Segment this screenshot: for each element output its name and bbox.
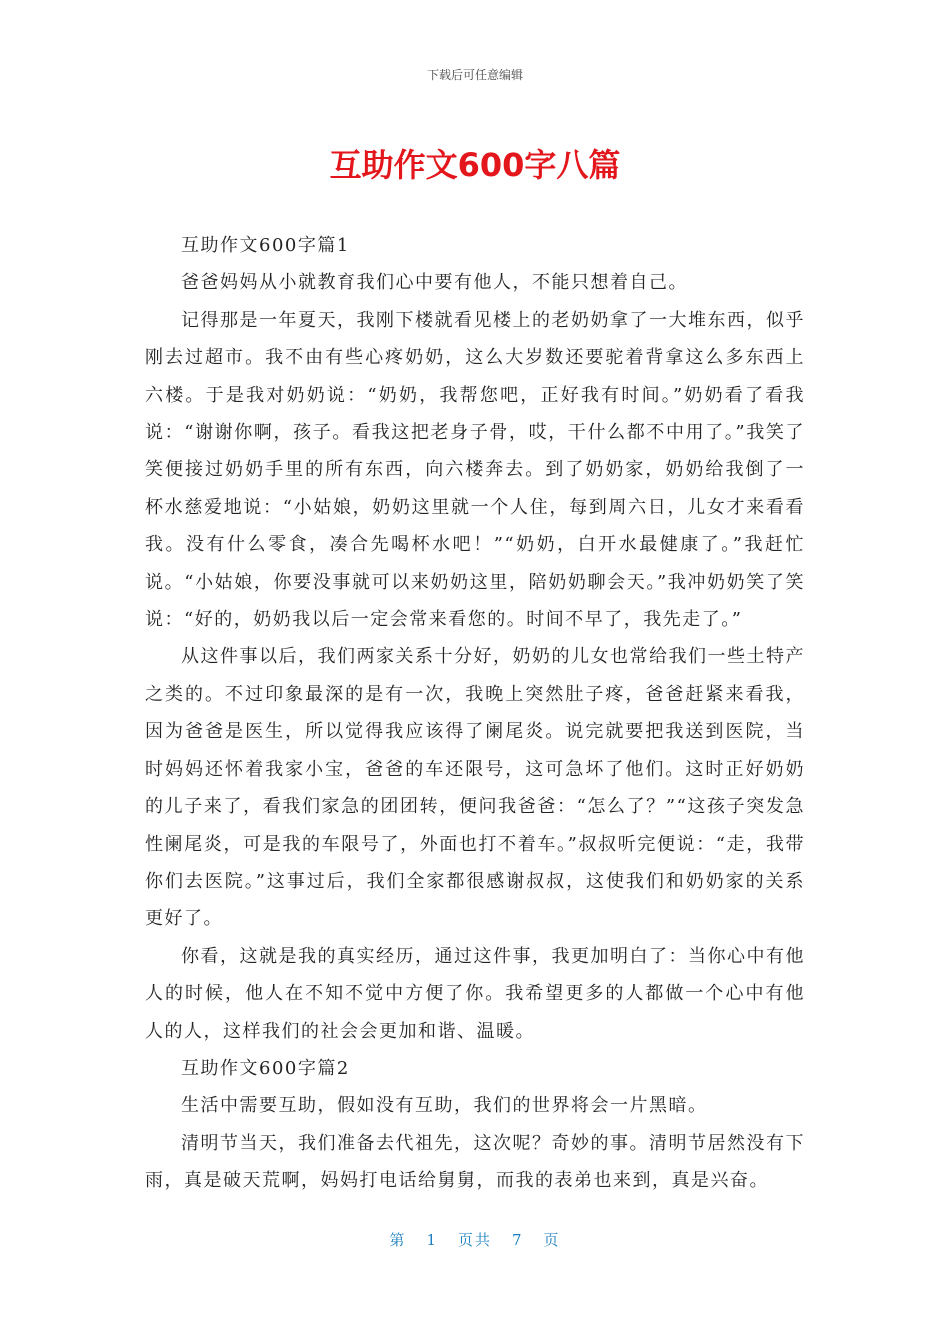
body-paragraph: 爸爸妈妈从小就教育我们心中要有他人，不能只想着自己。 [181,272,688,294]
section-heading-1: 互助作文600字篇1 [181,235,350,256]
footer-middle: 页共 [457,1231,492,1249]
page-header-note: 下载后可任意编辑 [426,68,523,82]
document-title: 互助作文600字八篇 [329,146,621,184]
body-paragraph: 记得那是一年夏天，我刚下楼就看见楼上的老奶奶拿了一大堆东西，似乎刚去过超市。我不由有些心疼奶奶，这么大岁数还要驼着背拿这么多东西上六楼。于是我对奶奶说：“奶奶，我帮您吧，正好我有时间。”奶奶看了看我说：“谢谢你啊，孩子。看我这把老身子骨，哎，干什么都不中用了。”我笑了笑便接过奶奶手里的所有东西，向六楼奔去。到了奶奶家，奶奶给我倒了一杯水慈爱地说：“小姑娘，奶奶这里就一个人住，每到周六日，儿女才来看看我。没有什么零食，凑合先喝杯水吧！”“奶奶，白开水最健康了。”我赶忙说。“小姑娘，你要没事就可以来奶奶这里，陪奶奶聊会天。”我冲奶奶笑了笑说：“好的，奶奶我以后一定会常来看您的。时间不早了，我先走了。” [145,309,805,631]
footer-suffix: 页 [543,1231,561,1249]
footer-current-page: 1 [426,1231,438,1249]
page-number-footer [0,1229,950,1250]
body-paragraph: 生活中需要互助，假如没有互助，我们的世界将会一片黑暗。 [181,1095,708,1117]
section-heading-2: 互助作文600字篇2 [181,1057,350,1079]
document-body [145,227,805,1200]
body-paragraph: 从这件事以后，我们两家关系十分好，奶奶的儿女也常给我们一些土特产之类的。不过印象最深的是有一次，我晚上突然肚子疼，爸爸赶紧来看我，因为爸爸是医生，所以觉得我应该得了阑尾炎。说完就要把我送到医院，当时妈妈还怀着我家小宝，爸爸的车还限号，这可急坏了他们。这时正好奶奶的儿子来了，看我们家急的团团转，便问我爸爸：“怎么了？”“这孩子突发急性阑尾炎，可是我的车限号了，外面也打不着车。”叔叔听完便说：“走，我带你们去医院。”这事过后，我们全家都很感谢叔叔，这使我们和奶奶家的关系更好了。 [145,646,805,930]
body-paragraph: 清明节当天，我们准备去代祖先，这次呢？奇妙的事。清明节居然没有下雨，真是破天荒啊，妈妈打电话给舅舅，而我的表弟也来到，真是兴奋。 [145,1132,805,1192]
body-paragraph: 你看，这就是我的真实经历，通过这件事，我更加明白了：当你心中有他人的时候，他人在不知不觉中方便了你。我希望更多的人都做一个心中有他人的人，这样我们的社会会更加和谐、温暖。 [145,945,805,1042]
footer-total-pages: 7 [512,1231,524,1249]
footer-prefix: 第 [389,1231,407,1249]
